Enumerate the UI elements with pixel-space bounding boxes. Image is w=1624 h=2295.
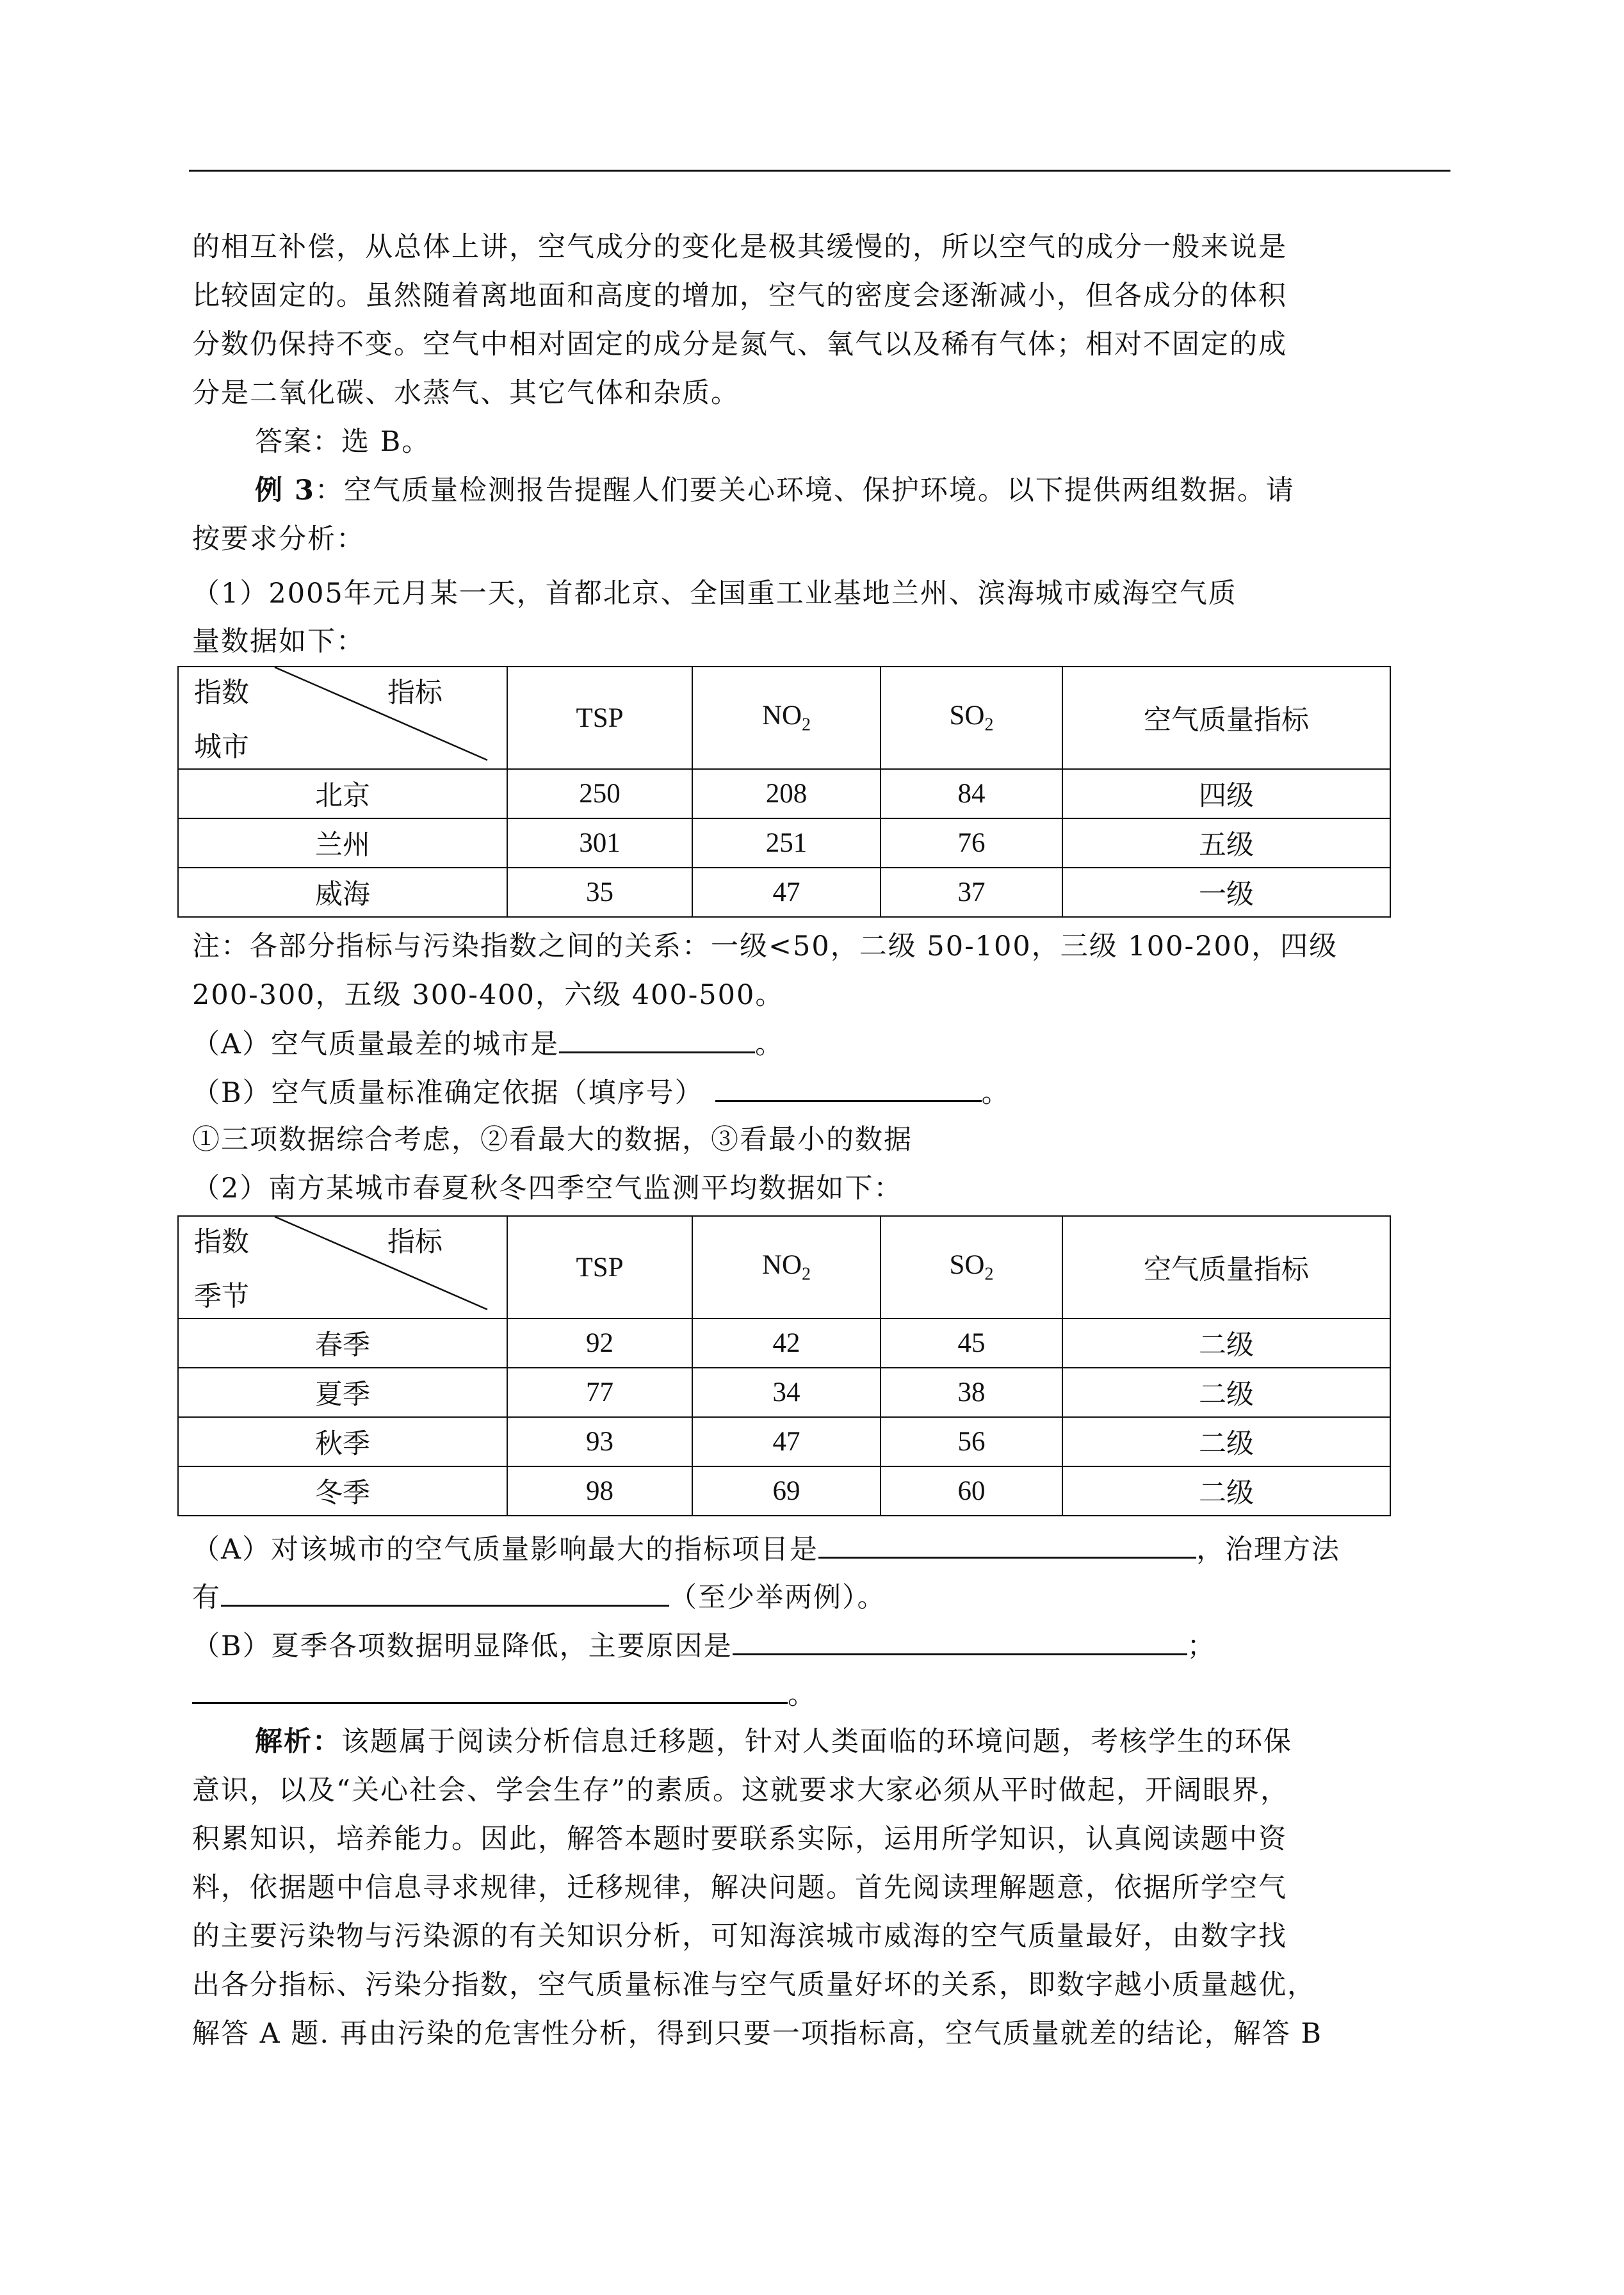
analysis-label: 解析： — [255, 1726, 341, 1758]
cell-tsp: 250 — [507, 769, 692, 818]
question-b-line: （B）空气质量标准确定依据（填序号） 。 — [192, 1072, 1011, 1112]
column-header-quality: 空气质量指标 — [1062, 667, 1390, 769]
answer-blank[interactable] — [733, 1625, 1187, 1655]
cell-quality: 二级 — [1062, 1368, 1390, 1417]
header-rule — [189, 170, 1450, 172]
row-city: 北京 — [178, 769, 507, 818]
paragraph-line: 分是二氧化碳、水蒸气、其它气体和杂质。 — [192, 377, 740, 409]
row-city: 威海 — [178, 868, 507, 917]
city-air-quality-table — [177, 666, 1391, 918]
corner-label-season: 季节 — [194, 1281, 249, 1313]
question-2-line: （2）南方某城市春夏秋冬四季空气监测平均数据如下： — [192, 1172, 903, 1204]
question-a-line: （A）空气质量最差的城市是 。 — [192, 1023, 784, 1064]
table-row — [178, 1417, 1390, 1466]
cell-so2: 56 — [881, 1417, 1062, 1466]
cell-quality: 四级 — [1062, 769, 1390, 818]
answer-line: 答案：选 B。 — [255, 426, 431, 458]
question-2a-line: （A）对该城市的空气质量影响最大的指标项目是 ，治理方法 — [192, 1529, 1340, 1569]
cell-so2: 60 — [881, 1466, 1062, 1516]
cell-so2: 76 — [881, 818, 1062, 868]
table-corner-header — [178, 667, 507, 769]
cell-so2: 38 — [881, 1368, 1062, 1417]
row-season: 夏季 — [178, 1368, 507, 1417]
cell-tsp: 77 — [507, 1368, 692, 1417]
cell-tsp: 98 — [507, 1466, 692, 1516]
cell-no2: 42 — [692, 1318, 881, 1368]
column-header-tsp: TSP — [507, 1216, 692, 1318]
corner-label-city: 城市 — [194, 731, 249, 763]
cell-no2: 69 — [692, 1466, 881, 1516]
paragraph-line: 的相互补偿，从总体上讲，空气成分的变化是极其缓慢的，所以空气的成分一般来说是 — [192, 231, 1287, 263]
answer-blank[interactable] — [192, 1674, 788, 1704]
row-season: 秋季 — [178, 1417, 507, 1466]
table-row — [178, 1318, 1390, 1368]
cell-quality: 五级 — [1062, 818, 1390, 868]
column-header-tsp: TSP — [507, 667, 692, 769]
column-header-no2: $NO_2$ — [692, 667, 881, 769]
analysis-line: 料，依据题中信息寻求规律，迁移规律，解决问题。首先阅读理解题意，依据所学空气 — [192, 1872, 1287, 1904]
note-line: 200-300，五级 300-400，六级 400-500。 — [192, 979, 784, 1011]
table-row — [178, 868, 1390, 917]
note-line: 注：各部分指标与污染指数之间的关系：一级<50，二级 50-100，三级 100-200，四级 — [192, 930, 1338, 962]
cell-quality: 二级 — [1062, 1318, 1390, 1368]
cell-no2: 208 — [692, 769, 881, 818]
question-2b-line: 。 — [192, 1674, 816, 1714]
paragraph-line: 比较固定的。虽然随着离地面和高度的增加，空气的密度会逐渐减小，但各成分的体积 — [192, 280, 1287, 312]
question-2a-line: 有 （至少举两例）。 — [192, 1577, 886, 1617]
table-row — [178, 1368, 1390, 1417]
column-header-so2: $SO_2$ — [881, 1216, 1062, 1318]
season-air-quality-table — [177, 1215, 1391, 1516]
column-header-quality: 空气质量指标 — [1062, 1216, 1390, 1318]
row-city: 兰州 — [178, 818, 507, 868]
example-3-text: ：空气质量检测报告提醒人们要关心环境、保护环境。以下提供两组数据。请 — [314, 474, 1295, 507]
paragraph-line: 分数仍保持不变。空气中相对固定的成分是氮气、氧气以及稀有气体；相对不固定的成 — [192, 328, 1287, 361]
cell-quality: 一级 — [1062, 868, 1390, 917]
paragraph-line: 按要求分析： — [192, 523, 365, 555]
analysis-line: 解答 A 题. 再由污染的危害性分析，得到只要一项指标高，空气质量就差的结论，解答 B — [192, 2018, 1322, 2050]
corner-label-indicator: 指标 — [387, 1226, 443, 1258]
question-1-line: （1）2005年元月某一天，首都北京、全国重工业基地兰州、滨海城市威海空气质 — [192, 578, 1237, 610]
corner-label-index: 指数 — [194, 1226, 249, 1258]
table-corner-header — [178, 1216, 507, 1318]
answer-blank[interactable] — [715, 1072, 982, 1102]
analysis-line: 意识，以及“关心社会、学会生存”的素质。这就要求大家必须从平时做起，开阔眼界， — [192, 1774, 1289, 1806]
corner-label-indicator: 指标 — [387, 677, 443, 709]
column-header-so2: $SO_2$ — [881, 667, 1062, 769]
corner-label-index: 指数 — [194, 677, 249, 709]
cell-so2: 37 — [881, 868, 1062, 917]
cell-quality: 二级 — [1062, 1466, 1390, 1516]
analysis-line: 解析：该题属于阅读分析信息迁移题，针对人类面临的环境问题，考核学生的环保 — [255, 1726, 1292, 1758]
options-line: ①三项数据综合考虑，②看最大的数据，③看最小的数据 — [192, 1124, 913, 1156]
column-header-no2: $NO_2$ — [692, 1216, 881, 1318]
table-row — [178, 1466, 1390, 1516]
cell-tsp: 35 — [507, 868, 692, 917]
table-row — [178, 769, 1390, 818]
cell-quality: 二级 — [1062, 1417, 1390, 1466]
cell-tsp: 92 — [507, 1318, 692, 1368]
answer-blank[interactable] — [818, 1529, 1196, 1559]
answer-blank[interactable] — [559, 1023, 755, 1053]
cell-no2: 47 — [692, 868, 881, 917]
cell-so2: 84 — [881, 769, 1062, 818]
example-3-line — [255, 471, 1295, 510]
analysis-line: 积累知识，培养能力。因此，解答本题时要联系实际，运用所学知识，认真阅读题中资 — [192, 1823, 1287, 1855]
analysis-line: 的主要污染物与污染源的有关知识分析，可知海滨城市威海的空气质量最好，由数字找 — [192, 1920, 1287, 1952]
answer-blank[interactable] — [221, 1577, 669, 1607]
cell-tsp: 301 — [507, 818, 692, 868]
table-row — [178, 818, 1390, 868]
question-1-line: 量数据如下： — [192, 626, 365, 658]
cell-no2: 47 — [692, 1417, 881, 1466]
cell-no2: 251 — [692, 818, 881, 868]
analysis-line: 出各分指标、污染分指数，空气质量标准与空气质量好坏的关系，即数字越小质量越优， — [192, 1969, 1316, 2001]
cell-so2: 45 — [881, 1318, 1062, 1368]
cell-no2: 34 — [692, 1368, 881, 1417]
row-season: 冬季 — [178, 1466, 507, 1516]
question-2b-line: （B）夏季各项数据明显降低，主要原因是 ； — [192, 1625, 1216, 1666]
row-season: 春季 — [178, 1318, 507, 1368]
example-3-label: 例 3 — [255, 474, 315, 507]
cell-tsp: 93 — [507, 1417, 692, 1466]
